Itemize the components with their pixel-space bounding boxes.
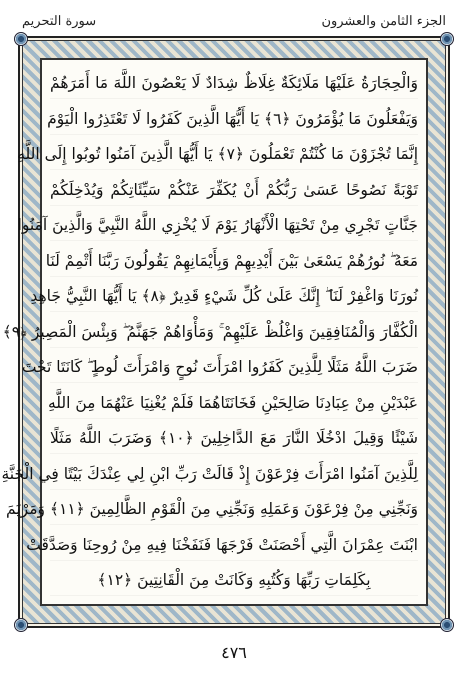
page-frame xyxy=(1,36,450,628)
surah-label: سورة التحريم xyxy=(22,13,97,29)
corner-rosette-icon xyxy=(14,32,28,46)
verse-line: ضَرَبَ اللَّهُ مَثَلًا لِلَّذِينَ كَفَرُوا امْرَأَتَ نُوحٍ وَامْرَأَتَ لُوطٍ ۖ كَانَتَا تَحْتَ xyxy=(50,352,418,383)
verse-line: وَنَجِّنِي مِنْ فِرْعَوْنَ وَعَمَلِهِ وَنَجِّنِي مِنَ الْقَوْمِ الظَّالِمِينَ ﴿١١﴾ وَمَرْيَمَ xyxy=(50,494,418,525)
verse-line: جَنَّاتٍ تَجْرِي مِنْ تَحْتِهَا الْأَنْهَارُ يَوْمَ لَا يُخْزِي اللَّهُ النَّبِيَّ وَالَّذِينَ آمَنُوا xyxy=(50,210,418,241)
verse-line: وَالْحِجَارَةُ عَلَيْهَا مَلَائِكَةٌ غِلَاظٌ شِدَادٌ لَا يَعْصُونَ اللَّهَ مَا أَمَرَهُمْ xyxy=(50,68,418,99)
verse-block xyxy=(1,68,418,596)
text-panel xyxy=(1,58,428,606)
juz-label: الجزء الثامن والعشرون xyxy=(321,13,446,29)
verse-line: لِلَّذِينَ آمَنُوا امْرَأَتَ فِرْعَوْنَ إِذْ قَالَتْ رَبِّ ابْنِ لِي عِنْدَكَ بَيْتًا فِي الْجَنَّةِ xyxy=(50,459,418,490)
verse-line: نُورَنَا وَاغْفِرْ لَنَا ۖ إِنَّكَ عَلَىٰ كُلِّ شَيْءٍ قَدِيرٌ ﴿٨﴾ يَا أَيُّهَا النَّبِيُّ جَاهِدِ xyxy=(50,281,418,312)
verse-line: شَيْئًا وَقِيلَ ادْخُلَا النَّارَ مَعَ الدَّاخِلِينَ ﴿١٠﴾ وَضَرَبَ اللَّهُ مَثَلًا xyxy=(50,423,418,454)
corner-rosette-icon xyxy=(440,618,454,632)
verse-line: وَيَفْعَلُونَ مَا يُؤْمَرُونَ ﴿٦﴾ يَا أَيُّهَا الَّذِينَ كَفَرُوا لَا تَعْتَذِرُوا الْيَوْمَ xyxy=(50,104,418,135)
corner-rosette-icon xyxy=(440,32,454,46)
verse-line: بِكَلِمَاتِ رَبِّهَا وَكُتُبِهِ وَكَانَتْ مِنَ الْقَانِتِينَ ﴿١٢﴾ xyxy=(50,565,418,596)
verse-line: ابْنَتَ عِمْرَانَ الَّتِي أَحْصَنَتْ فَرْجَهَا فَنَفَخْنَا فِيهِ مِنْ رُوحِنَا وَصَدَّقَتْ xyxy=(50,530,418,561)
page-number: ٤٧٦ xyxy=(221,643,247,662)
verse-line: إِنَّمَا تُجْزَوْنَ مَا كُنْتُمْ تَعْمَلُونَ ﴿٧﴾ يَا أَيُّهَا الَّذِينَ آمَنُوا تُوبُوا إِلَى اللَّهِ xyxy=(50,139,418,170)
page-header xyxy=(22,10,446,32)
verse-line: مَعَهُ ۖ نُورُهُمْ يَسْعَىٰ بَيْنَ أَيْدِيهِمْ وَبِأَيْمَانِهِمْ يَقُولُونَ رَبَّنَا أَتْمِمْ لَنَا xyxy=(50,246,418,277)
verse-line: عَبْدَيْنِ مِنْ عِبَادِنَا صَالِحَيْنِ فَخَانَتَاهُمَا فَلَمْ يُغْنِيَا عَنْهُمَا مِنَ اللَّهِ xyxy=(50,388,418,419)
verse-line: الْكُفَّارَ وَالْمُنَافِقِينَ وَاغْلُظْ عَلَيْهِمْ ۚ وَمَأْوَاهُمْ جَهَنَّمُ ۖ وَبِئْسَ الْمَصِيرُ ﴿٩﴾ xyxy=(50,317,418,348)
verse-line: تَوْبَةً نَصُوحًا عَسَىٰ رَبُّكُمْ أَنْ يُكَفِّرَ عَنْكُمْ سَيِّئَاتِكُمْ وَيُدْخِلَكُمْ xyxy=(50,175,418,206)
corner-rosette-icon xyxy=(14,618,28,632)
